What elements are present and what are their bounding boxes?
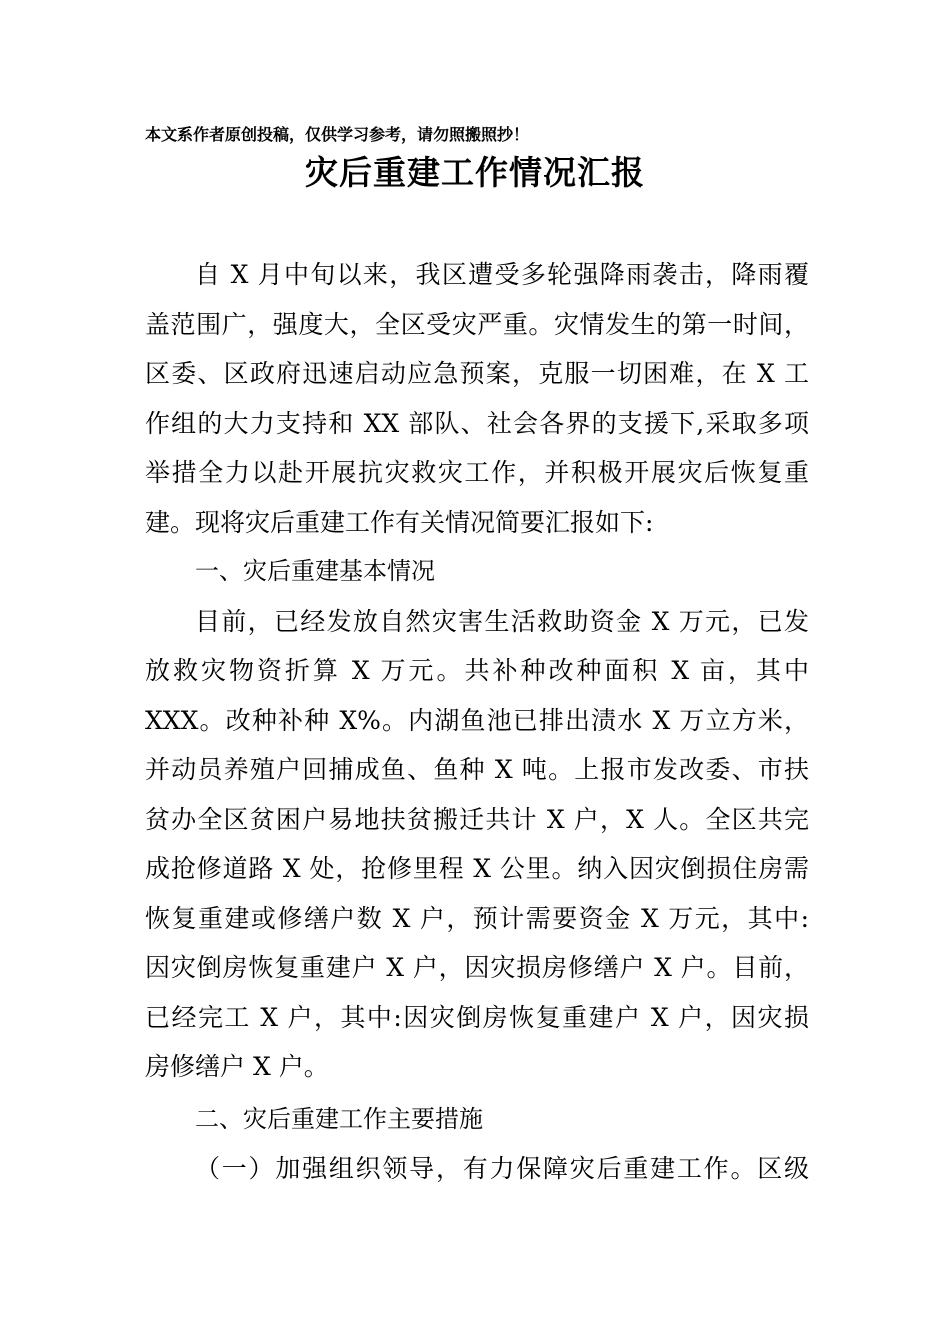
- intro-line-1: 自 X 月中旬以来，我区遭受多轮强降雨袭击，降雨覆: [195, 260, 809, 289]
- intro-line-3: 区委、区政府迅速启动应急预案，克服一切困难，在 X 工: [145, 359, 809, 388]
- intro-line-2: 盖范围广，强度大，全区受灾严重。灾情发生的第一时间，: [145, 309, 809, 339]
- section-2-line-1: （一）加强组织领导，有力保障灾后重建工作。区级: [195, 1154, 809, 1183]
- section-1-line-6: 成抢修道路 X 处，抢修里程 X 公里。纳入因灾倒损住房需: [145, 854, 809, 883]
- section-1-line-10: 房修缮户 X 户。: [145, 1052, 329, 1081]
- section-1-line-4: 并动员养殖户回捕成鱼、鱼种 X 吨。上报市发改委、市扶: [145, 755, 809, 784]
- section-1-line-2: 放救灾物资折算 X 万元。共补种改种面积 X 亩，其中: [145, 656, 809, 685]
- section-1-line-1: 目前，已经发放自然灾害生活救助资金 X 万元，已发: [195, 606, 809, 636]
- document-title: 灾后重建工作情况汇报: [305, 153, 645, 192]
- section-1-line-5: 贫办全区贫困户易地扶贫搬迁共计 X 户，X 人。全区共完: [145, 804, 809, 834]
- section-1-line-7: 恢复重建或修缮户数 X 户，预计需要资金 X 万元，其中:: [145, 903, 809, 933]
- section-1-heading: 一、灾后重建基本情况: [195, 557, 435, 585]
- document-body: [145, 250, 809, 1194]
- intro-line-6: 建。现将灾后重建工作有关情况简要汇报如下:: [145, 507, 654, 537]
- section-1-line-9: 已经完工 X 户，其中:因灾倒房恢复重建户 X 户，因灾损: [145, 1002, 809, 1032]
- copyright-notice: 本文系作者原创投稿，仅供学习参考，请勿照搬照抄！: [145, 125, 530, 144]
- intro-line-5: 举措全力以赴开展抗灾救灾工作，并积极开展灾后恢复重: [145, 458, 809, 487]
- intro-line-4: 作组的大力支持和 XX 部队、社会各界的支援下,采取多项: [145, 408, 809, 438]
- section-2-heading: 二、灾后重建工作主要措施: [195, 1104, 483, 1133]
- section-1-line-3: XXX。改种补种 X%。内湖鱼池已排出渍水 X 万立方米，: [145, 705, 809, 735]
- section-1-line-8: 因灾倒房恢复重建户 X 户，因灾损房修缮户 X 户。目前，: [145, 953, 809, 982]
